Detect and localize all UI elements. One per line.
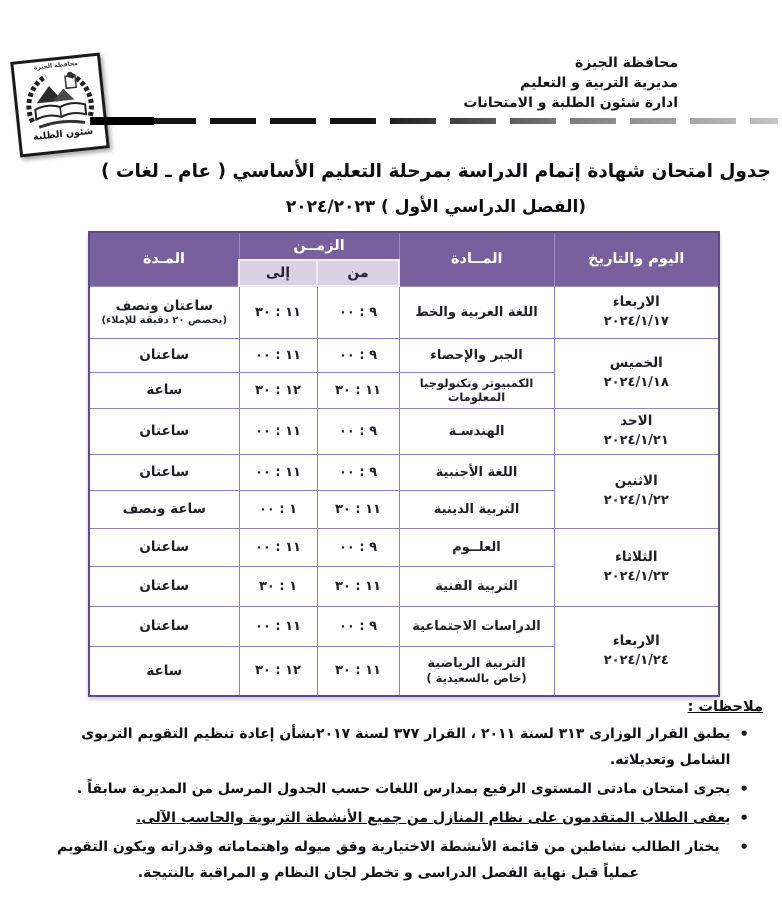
time-from-cell: ١١ : ٣٠ xyxy=(317,566,399,606)
day-cell xyxy=(554,528,719,606)
duration-cell: ساعتان xyxy=(89,566,239,606)
col-header-from: من xyxy=(317,260,399,286)
time-to-cell: ١٢ : ٣٠ xyxy=(239,372,317,408)
note-item xyxy=(28,776,763,802)
table-row xyxy=(89,606,719,646)
time-to-cell: ١١ : ٠٠ xyxy=(239,454,317,490)
table-row xyxy=(89,528,719,566)
day-date: ٢٠٢٤/١/٢١ xyxy=(603,433,669,448)
col-header-time: الزمــن xyxy=(239,232,399,260)
time-to-cell: ١ : ٠٠ xyxy=(239,490,317,528)
duration-cell: ساعتان xyxy=(89,606,239,646)
subject-cell: الكمبيوتر وتكنولوجيا المعلومات xyxy=(399,372,554,408)
academic-year: ٢٠٢٤/٢٠٢٣ xyxy=(285,197,376,217)
day-date: ٢٠٢٤/١/٢٣ xyxy=(603,569,669,584)
time-from-cell: ٩ : ٠٠ xyxy=(317,408,399,454)
time-from-cell: ١١ : ٣٠ xyxy=(317,372,399,408)
duration-cell: ساعتان xyxy=(89,408,239,454)
table-row xyxy=(89,454,719,490)
time-to-cell: ١ : ٣٠ xyxy=(239,566,317,606)
subject-note: (خاص بالسعيدية ) xyxy=(426,671,527,686)
day-cell xyxy=(554,454,719,528)
time-to-cell: ١١ : ٠٠ xyxy=(239,606,317,646)
duration-cell: ساعة xyxy=(89,372,239,408)
time-to-cell: ١١ : ٠٠ xyxy=(239,408,317,454)
time-from-cell: ١١ : ٣٠ xyxy=(317,646,399,696)
notes-heading: ملاحظات : xyxy=(687,699,763,715)
subject-cell xyxy=(399,646,554,696)
day-cell xyxy=(554,338,719,408)
bullet-icon: • xyxy=(739,809,749,827)
subject-cell: الجبر والإحصاء xyxy=(399,338,554,372)
org-header-block xyxy=(463,53,678,113)
exam-schedule-title: جدول امتحان شهادة إتمام الدراسة بمرحلة التعليم الأساسي ( عام ـ لغات ) xyxy=(101,161,771,182)
col-header-subject: المــادة xyxy=(399,232,554,286)
col-header-day-date: اليوم والتاريخ xyxy=(554,232,719,286)
time-from-cell: ٩ : ٠٠ xyxy=(317,286,399,338)
bullet-icon: • xyxy=(739,780,749,798)
day-cell xyxy=(554,408,719,454)
semester-subtitle xyxy=(96,197,776,217)
day-date: ٢٠٢٤/١/٢٢ xyxy=(603,493,669,508)
student-affairs-stamp xyxy=(10,53,110,158)
stamp-emblem-icon xyxy=(17,65,101,135)
time-from-cell: ٩ : ٠٠ xyxy=(317,606,399,646)
duration-cell xyxy=(89,286,239,338)
time-to-cell: ١١ : ٠٠ xyxy=(239,338,317,372)
subject-cell: اللغة الأجنبية xyxy=(399,454,554,490)
table-row xyxy=(89,286,719,338)
table-header xyxy=(89,232,719,286)
bullet-icon: • xyxy=(739,838,749,856)
day-cell xyxy=(554,286,719,338)
subject-name: التربية الرياضية xyxy=(427,656,526,672)
subject-cell: الهندسـة xyxy=(399,408,554,454)
subject-cell: التربية الفنية xyxy=(399,566,554,606)
note-text: يطبق القرار الوزارى ٣١٣ لسنة ٢٠١١ ، القرار ٣٧٧ لسنة ٢٠١٧بشأن إعادة تنظيم التقويم التربوى الشامل وتعديلاته. xyxy=(81,726,731,768)
time-from-cell: ٩ : ٠٠ xyxy=(317,338,399,372)
header-divider-rule xyxy=(90,118,778,124)
day-cell xyxy=(554,606,719,696)
bullet-icon: • xyxy=(739,725,749,743)
note-item xyxy=(28,721,763,773)
duration-note: (يخصص ٢٠ دقيقة للإملاء) xyxy=(101,315,228,326)
day-name: الاثنين xyxy=(614,473,658,489)
day-name: الاحد xyxy=(620,413,653,429)
day-name: الاربعاء xyxy=(612,294,660,310)
day-name: الثلاثاء xyxy=(615,549,658,565)
note-text: يعفى الطلاب المتقدمون على نظام المنازل من جميع الأنشطة التربوية والحاسب الآلى. xyxy=(136,810,731,826)
time-to-cell: ١١ : ٣٠ xyxy=(239,286,317,338)
subject-cell: الدراسات الاجتماعية xyxy=(399,606,554,646)
day-name: الخميس xyxy=(609,355,663,371)
day-date: ٢٠٢٤/١/١٨ xyxy=(603,375,669,390)
duration-cell: ساعة ونصف xyxy=(89,490,239,528)
duration-cell: ساعتان xyxy=(89,338,239,372)
col-header-to: إلى xyxy=(239,260,317,286)
table-row xyxy=(89,338,719,372)
note-item xyxy=(28,805,763,831)
day-name: الاربعاء xyxy=(612,632,660,649)
semester-label: (الفصل الدراسي الأول ) xyxy=(381,197,587,217)
notes-section xyxy=(28,699,763,889)
subject-cell: العلــوم xyxy=(399,528,554,566)
duration-cell: ساعتان xyxy=(89,454,239,490)
org-line-governorate: محافظة الجيزة xyxy=(574,55,678,71)
note-text: يجرى امتحان مادتى المستوى الرفيع بمدارس اللغات حسب الجدول المرسل من المديرية سابقاً . xyxy=(76,781,731,797)
subject-cell: اللغة العربية والخط xyxy=(399,286,554,338)
col-header-duration: المـدة xyxy=(89,232,239,286)
time-from-cell: ٩ : ٠٠ xyxy=(317,454,399,490)
time-to-cell: ١١ : ٠٠ xyxy=(239,528,317,566)
note-text: يختار الطالب نشاطين من قائمة الأنشطة الاختيارية وفق ميوله واهتماماته وقدراته ويكون التقويم عملياً قبل نهاية الفصل الدراسى و تخطر لجان النظام و المراقبة بالنتيجة. xyxy=(57,839,720,881)
time-from-cell: ٩ : ٠٠ xyxy=(317,528,399,566)
exam-schedule-table xyxy=(88,231,720,697)
note-item xyxy=(28,834,763,886)
stamp-top-label: محافظة الجيزة xyxy=(33,59,79,72)
day-date: ٢٠٢٤/١/٢٤ xyxy=(603,652,669,668)
org-line-department: ادارة شئون الطلبة و الامتحانات xyxy=(463,95,678,111)
table-row xyxy=(89,408,719,454)
time-from-cell: ١١ : ٣٠ xyxy=(317,490,399,528)
subject-cell: التربية الدينية xyxy=(399,490,554,528)
duration-value: ساعتان ونصف xyxy=(115,298,213,314)
duration-cell: ساعتان xyxy=(89,528,239,566)
duration-cell: ساعة xyxy=(89,646,239,696)
time-to-cell: ١٢ : ٣٠ xyxy=(239,646,317,696)
stamp-bottom-label: شئون الطلبة xyxy=(32,125,94,143)
day-date: ٢٠٢٤/١/١٧ xyxy=(603,314,669,329)
org-line-directorate: مديرية التربية و التعليم xyxy=(520,75,678,91)
